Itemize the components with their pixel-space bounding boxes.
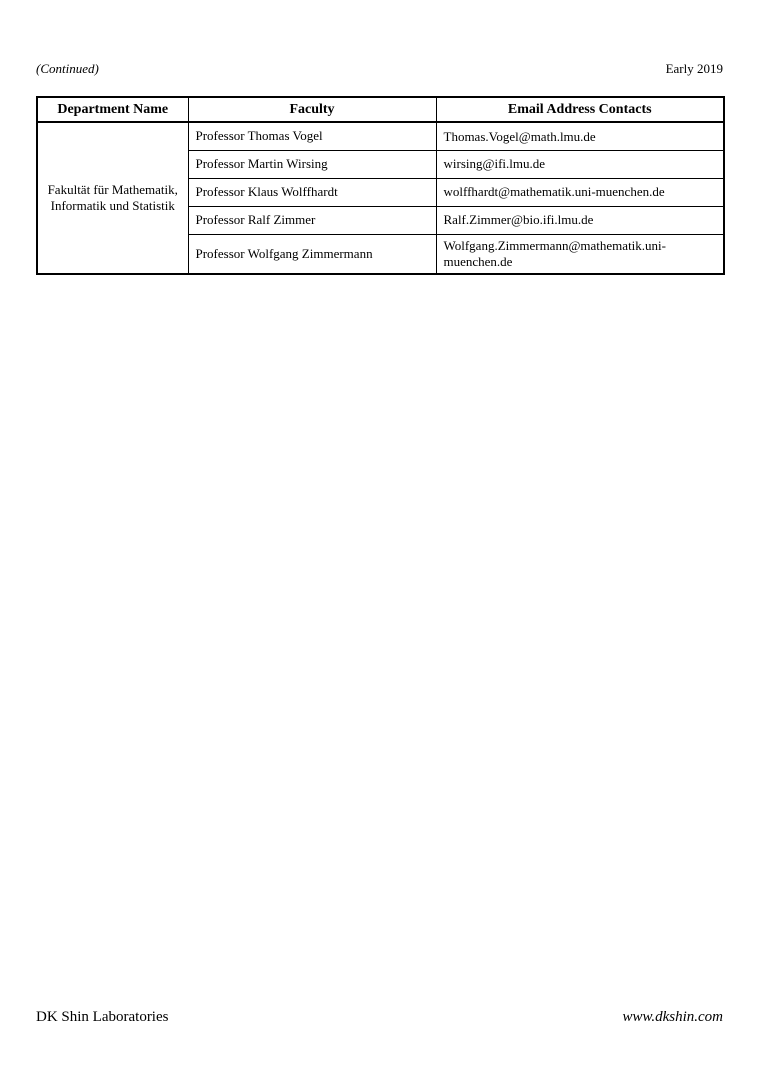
faculty-contacts-table [36,96,725,275]
email-text: wolffhardt@mathematik.uni-muenchen.de [443,184,665,200]
faculty-cell: Professor Thomas Vogel [188,122,436,150]
email-text: Wolfgang.Zimmermann@mathematik.uni-muenchen.de [443,237,666,269]
column-header-faculty: Faculty [188,97,436,122]
continued-label: (Continued) [36,61,99,76]
faculty-cell: Professor Wolfgang Zimmermann [188,234,436,274]
faculty-cell: Professor Ralf Zimmer [188,206,436,234]
footer-company-label: DK Shin Laboratories [36,1009,169,1025]
faculty-cell: Professor Klaus Wolffhardt [188,178,436,206]
department-name-cell: Fakultät für Mathematik, Informatik und Statistik [37,122,188,274]
table-row [37,122,724,150]
email-cell [436,206,724,234]
column-header-department: Department Name [37,97,188,122]
email-text: wirsing@ifi.lmu.de [443,156,546,172]
email-text: Thomas.Vogel@math.lmu.de [443,128,596,144]
table-header-row [37,97,724,122]
email-cell [436,178,724,206]
footer-website-label: www.dkshin.com [622,1009,723,1025]
email-cell [436,122,724,150]
date-label: Early 2019 [665,61,723,76]
email-cell [436,150,724,178]
faculty-cell: Professor Martin Wirsing [188,150,436,178]
column-header-email: Email Address Contacts [436,97,724,122]
email-text: Ralf.Zimmer@bio.ifi.lmu.de [443,212,594,228]
email-cell [436,234,724,274]
